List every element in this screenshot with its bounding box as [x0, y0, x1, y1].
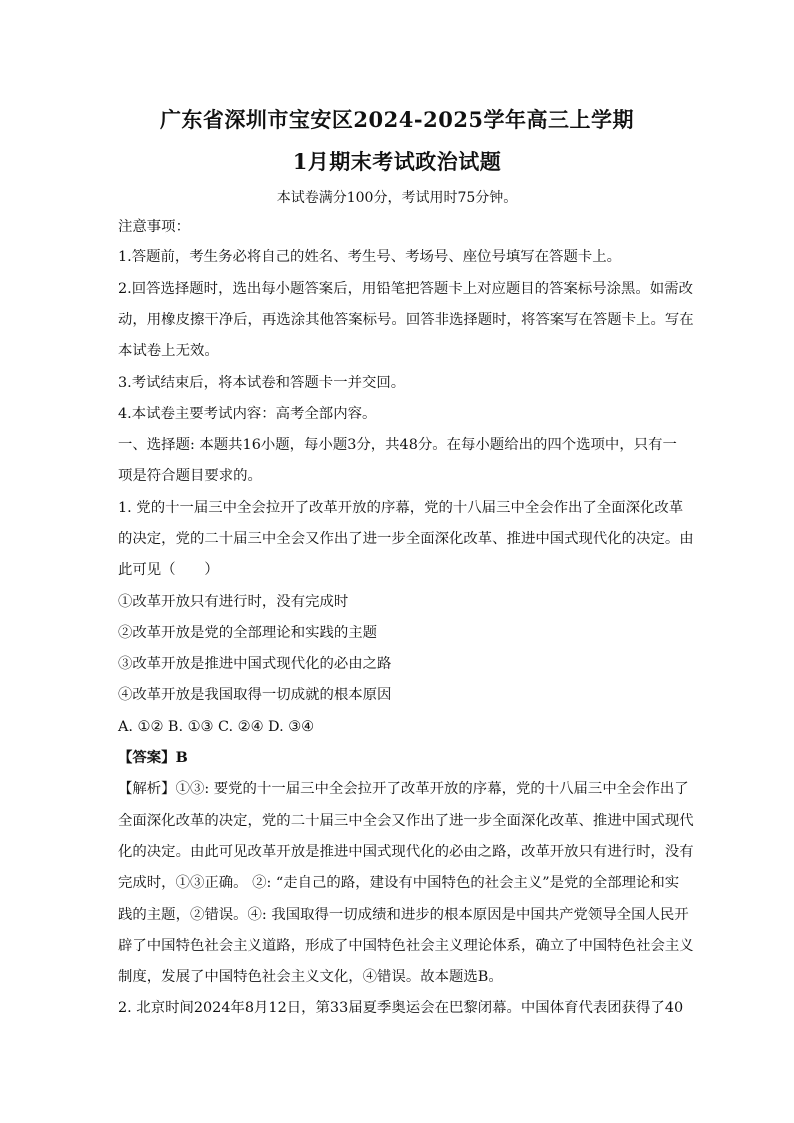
question-1-analysis: 完成时，①③正确。 ②: “走自己的路，建设有中国特色的社会主义”是党的全部理论和实: [118, 875, 680, 891]
notice-item-4: 4.本试卷主要考试内容：高考全部内容。: [118, 406, 377, 422]
question-1-statement: ④改革开放是我国取得一切成就的根本原因: [118, 687, 392, 703]
exam-title-line-2: 1月期末考试政治试题: [292, 149, 502, 174]
question-1-stem: 的决定，党的二十届三中全会又作出了进一步全面深化改革、推进中国式现代化的决定。由: [118, 531, 694, 547]
exam-subtitle: 本试卷满分100分，考试用时75分钟。: [276, 190, 518, 206]
question-1-options: A. ①② B. ①③ C. ②④ D. ③④: [118, 719, 315, 735]
question-1-analysis: 辟了中国特色社会主义道路，形成了中国特色社会主义理论体系，确立了中国特色社会主义: [118, 938, 694, 954]
question-1-analysis: 制度，发展了中国特色社会主义文化，④错误。故本题选B。: [118, 969, 503, 985]
notice-heading: 注意事项：: [118, 219, 190, 235]
notice-item-2: 2.回答选择题时，选出每小题答案后，用铅笔把答题卡上对应题目的答案标号涂黑。如需改: [118, 281, 693, 297]
question-1-stem: 此可见（ ）: [118, 562, 219, 578]
question-1-stem: 1. 党的十一届三中全会拉开了改革开放的序幕，党的十八届三中全会作出了全面深化改革: [118, 500, 684, 516]
notice-item-3: 3.考试结束后，将本试卷和答题卡一并交回。: [118, 375, 406, 391]
exam-title-line-1: 广东省深圳市宝安区2024-2025学年高三上学期: [159, 107, 635, 132]
question-1-analysis: 【解析】①③: 要党的十一届三中全会拉开了改革开放的序幕，党的十八届三中全会作出了: [118, 781, 689, 797]
notice-item-2-cont: 本试卷上无效。: [118, 343, 219, 359]
notice-item-2-cont: 动，用橡皮擦干净后，再选涂其他答案标号。回答非选择题时，将答案写在答题卡上。写在: [118, 312, 694, 328]
question-1-statement: ②改革开放是党的全部理论和实践的主题: [118, 625, 378, 641]
question-1-analysis: 化的决定。由此可见改革开放是推进中国式现代化的必由之路，改革开放只有进行时，没有: [118, 844, 694, 860]
question-1-answer: 【答案】B: [118, 749, 188, 766]
question-1-statement: ③改革开放是推进中国式现代化的必由之路: [118, 656, 392, 672]
question-1-analysis: 全面深化改革的决定，党的二十届三中全会又作出了进一步全面深化改革、推进中国式现代: [118, 813, 694, 829]
notice-item-1: 1.答题前，考生务必将自己的姓名、考生号、考场号、座位号填写在答题卡上。: [118, 249, 622, 265]
question-1-statement: ①改革开放只有进行时，没有完成时: [118, 594, 349, 610]
section-heading: 一、选择题: 本题共16小题，每小题3分，共48分。在每小题给出的四个选项中，只有一: [118, 437, 677, 453]
question-1-analysis: 践的主题，②错误。④: 我国取得一切成绩和进步的根本原因是中国共产党领导全国人民开: [118, 907, 689, 923]
question-2-stem: 2. 北京时间2024年8月12日，第33届夏季奥运会在巴黎闭幕。中国体育代表团获得了40: [118, 1000, 684, 1016]
section-heading-cont: 项是符合题目要求的。: [118, 468, 262, 484]
